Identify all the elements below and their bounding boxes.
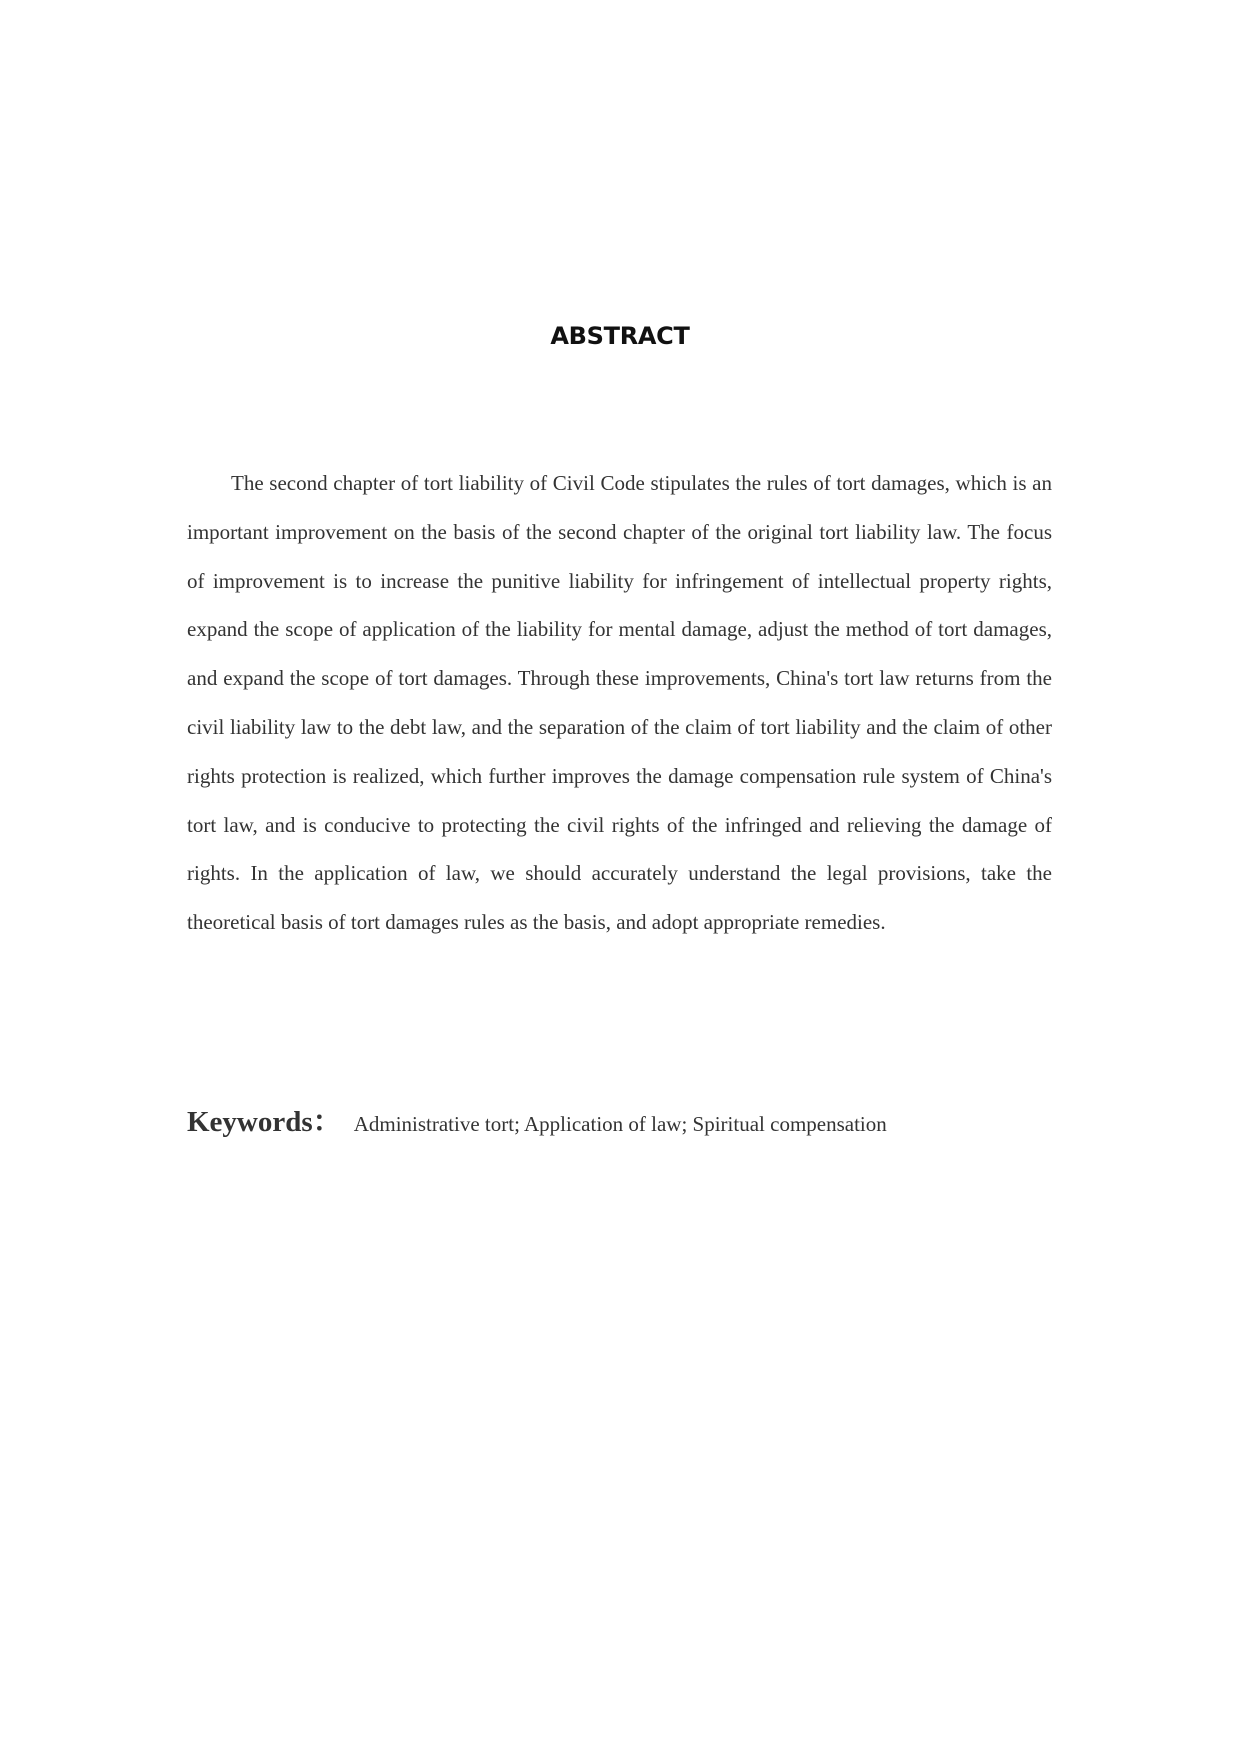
abstract-body: The second chapter of tort liability of Civil Code stipulates the rules of tort damages, which is an important improvement on the basis of the second chapter of the original tort liability law. The focus of improvement is to increase the punitive liability for infringement of intellectual property rights, expand the scope of application of the liability for mental damage, adjust the method of tort damages, and expand the scope of tort damages. Through these improvements, China's tort law returns from the civil liability law to the debt law, and the separation of the claim of tort liability and the claim of other rights protection is realized, which further improves the damage compensation rule system of China's tort law, and is conducive to protecting the civil rights of the infringed and relieving the damage of rights. In the application of law, we should accurately understand the legal provisions, take the theoretical basis of tort damages rules as the basis, and adopt appropriate remedies. <box>187 471 1052 935</box>
abstract-title: ABSTRACT <box>550 322 690 350</box>
keywords-separator: ： <box>312 1106 342 1138</box>
keywords-list: Administrative tort; Application of law; Spiritual compensation <box>353 1112 887 1136</box>
keywords-label: Keywords <box>187 1106 313 1138</box>
keywords-row <box>187 1099 1087 1140</box>
